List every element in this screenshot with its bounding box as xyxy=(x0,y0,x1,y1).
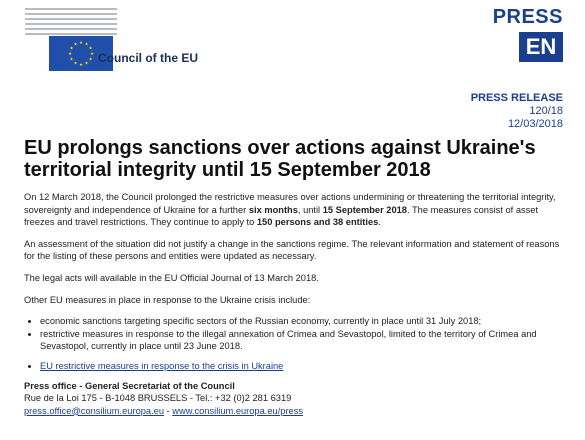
paragraph-intro xyxy=(24,191,566,229)
contact-links xyxy=(24,405,566,418)
email-link[interactable]: press.office@consilium.europa.eu xyxy=(24,405,165,416)
website-link[interactable]: www.consilium.europa.eu/press xyxy=(172,405,304,416)
measures-list xyxy=(24,315,566,353)
bold-text: 150 persons and 38 entities xyxy=(256,217,379,228)
paragraph-other-measures: Other EU measures in place in response to the Ukraine crisis include: xyxy=(24,294,311,305)
star-icon: ★ xyxy=(84,42,89,48)
release-info xyxy=(471,92,563,131)
star-icon: ★ xyxy=(73,42,78,48)
council-name: Council of the EU xyxy=(98,51,198,65)
logo-stripes xyxy=(25,8,117,38)
contact-block xyxy=(24,380,566,418)
bold-text: six months xyxy=(248,204,298,215)
press-label: PRESS xyxy=(492,6,563,28)
paragraph-legal-acts: The legal acts will available in the EU Official Journal of 13 March 2018. xyxy=(24,272,319,283)
paragraph-assessment: An assessment of the situation did not justify a change in the sanctions regime. The relevant information and statement of reasons for the listing of these persons and entities were updated as necessary. xyxy=(24,238,560,262)
text-run: , until xyxy=(297,204,323,215)
star-icon: ★ xyxy=(88,46,93,52)
text-run: . The measures consist of asset freezes and travel restrictions. They continue to apply to xyxy=(24,204,539,228)
bold-text: 15 September 2018 xyxy=(322,204,407,215)
star-icon: ★ xyxy=(88,57,93,63)
press-office-address: Rue de la Loi 175 - B-1048 BRUSSELS - Tel.: +32 (0)2 281 6319 xyxy=(24,393,292,404)
star-icon: ★ xyxy=(69,46,74,52)
release-number: 120/18 xyxy=(529,105,563,117)
release-title: PRESS RELEASE xyxy=(470,92,563,104)
list-item: • economic sanctions targeting specific sectors of the Russian economy, currently in place until 31 July 2018; xyxy=(40,315,566,328)
star-icon: ★ xyxy=(69,57,74,63)
star-icon: ★ xyxy=(73,61,78,67)
star-icon: ★ xyxy=(78,41,84,47)
page-title: EU prolongs sanctions over actions against Ukraine's territorial integrity until 15 September 2018 xyxy=(24,137,536,181)
list-item xyxy=(40,360,566,373)
list-item: • restrictive measures in response to the illegal annexation of Crimea and Sevastopol, limited to the territory of Crimea and Sevastopol, currently in place until 23 June 2018. xyxy=(40,328,566,353)
measures-link[interactable]: EU restrictive measures in response to the crisis in Ukraine xyxy=(40,360,284,371)
language-badge: EN xyxy=(519,32,563,62)
star-icon: ★ xyxy=(84,61,89,67)
article-body xyxy=(24,191,566,417)
release-date: 12/03/2018 xyxy=(507,118,563,130)
star-icon: ★ xyxy=(67,52,73,58)
press-office-title: Press office - General Secretariat of the Council xyxy=(24,380,235,391)
star-icon: ★ xyxy=(89,52,95,58)
text-run: On 12 March 2018, the Council prolonged the restrictive measures over actions undermining or threatening the territorial integrity, sovereignty and independence of Ukraine for a further xyxy=(24,192,556,215)
text-run: . xyxy=(378,217,381,228)
star-icon: ★ xyxy=(78,63,84,69)
links-list xyxy=(24,360,566,373)
separator: - xyxy=(164,405,173,416)
